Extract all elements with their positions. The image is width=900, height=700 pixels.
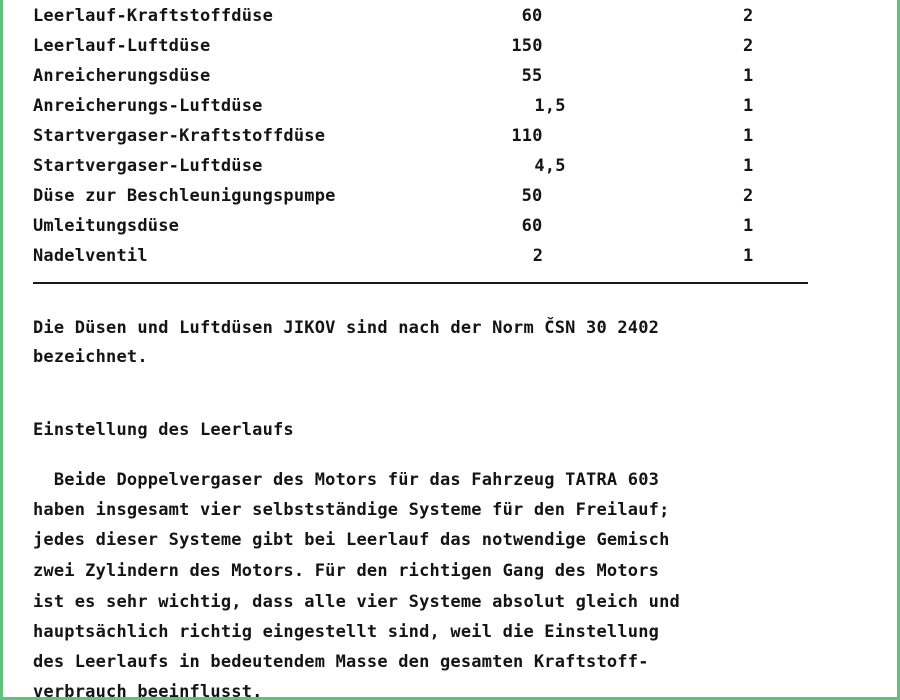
- table-bottom-rule: [33, 282, 808, 284]
- jet-name: Leerlauf-Luftdüse: [33, 36, 211, 56]
- jet-size: 1,5: [534, 96, 566, 116]
- table-row: [3, 6, 897, 36]
- jet-size: 150: [511, 36, 543, 56]
- jet-count: 1: [743, 96, 754, 116]
- paragraph-line: jedes dieser Systeme gibt bei Leerlauf das notwendige Gemisch: [33, 530, 670, 550]
- paragraph-line: verbrauch beeinflusst.: [33, 682, 263, 700]
- jet-name: Startvergaser-Kraftstoffdüse: [33, 126, 326, 146]
- jet-name: Leerlauf-Kraftstoffdüse: [33, 6, 274, 26]
- jet-count: 2: [743, 36, 754, 56]
- jet-name: Nadelventil: [33, 246, 148, 266]
- jet-name: Anreicherungsdüse: [33, 66, 211, 86]
- jet-count: 2: [743, 186, 754, 206]
- norm-note-line-2: bezeichnet.: [33, 347, 148, 367]
- jet-size: 60: [521, 6, 543, 26]
- paragraph-line: haben insgesamt vier selbstständige Systeme für den Freilauf;: [33, 500, 670, 520]
- jet-size: 60: [521, 216, 543, 236]
- table-row: [3, 126, 897, 156]
- paragraph-line: hauptsächlich richtig eingestellt sind, weil die Einstellung: [33, 622, 660, 642]
- jet-name: Anreicherungs-Luftdüse: [33, 96, 263, 116]
- norm-note-line-1: Die Düsen und Luftdüsen JIKOV sind nach der Norm ČSN 30 2402: [33, 318, 660, 338]
- jet-size: 4,5: [534, 156, 566, 176]
- table-row: [3, 96, 897, 126]
- jet-size: 110: [511, 126, 543, 146]
- section-heading: Einstellung des Leerlaufs: [33, 420, 294, 440]
- jet-count: 1: [743, 156, 754, 176]
- jet-name: Düse zur Beschleunigungspumpe: [33, 186, 336, 206]
- table-row: [3, 246, 897, 276]
- jet-count: 2: [743, 6, 754, 26]
- table-row: [3, 216, 897, 246]
- paragraph-line: ist es sehr wichtig, dass alle vier Systeme absolut gleich und: [33, 592, 680, 612]
- table-row: [3, 186, 897, 216]
- paragraph-line: Beide Doppelvergaser des Motors für das Fahrzeug TATRA 603: [33, 470, 660, 490]
- jet-count: 1: [743, 216, 754, 236]
- paragraph-line: zwei Zylindern des Motors. Für den richtigen Gang des Motors: [33, 561, 660, 581]
- table-row: [3, 66, 897, 96]
- jet-name: Umleitungsdüse: [33, 216, 180, 236]
- jet-count: 1: [743, 66, 754, 86]
- table-row: [3, 36, 897, 66]
- jet-size: 2: [532, 246, 544, 266]
- paragraph-line: des Leerlaufs in bedeutendem Masse den gesamten Kraftstoff-: [33, 652, 649, 672]
- table-row: [3, 156, 897, 186]
- jet-count: 1: [743, 126, 754, 146]
- jet-size: 50: [521, 186, 543, 206]
- jet-count: 1: [743, 246, 754, 266]
- jet-size: 55: [521, 66, 543, 86]
- jet-name: Startvergaser-Luftdüse: [33, 156, 263, 176]
